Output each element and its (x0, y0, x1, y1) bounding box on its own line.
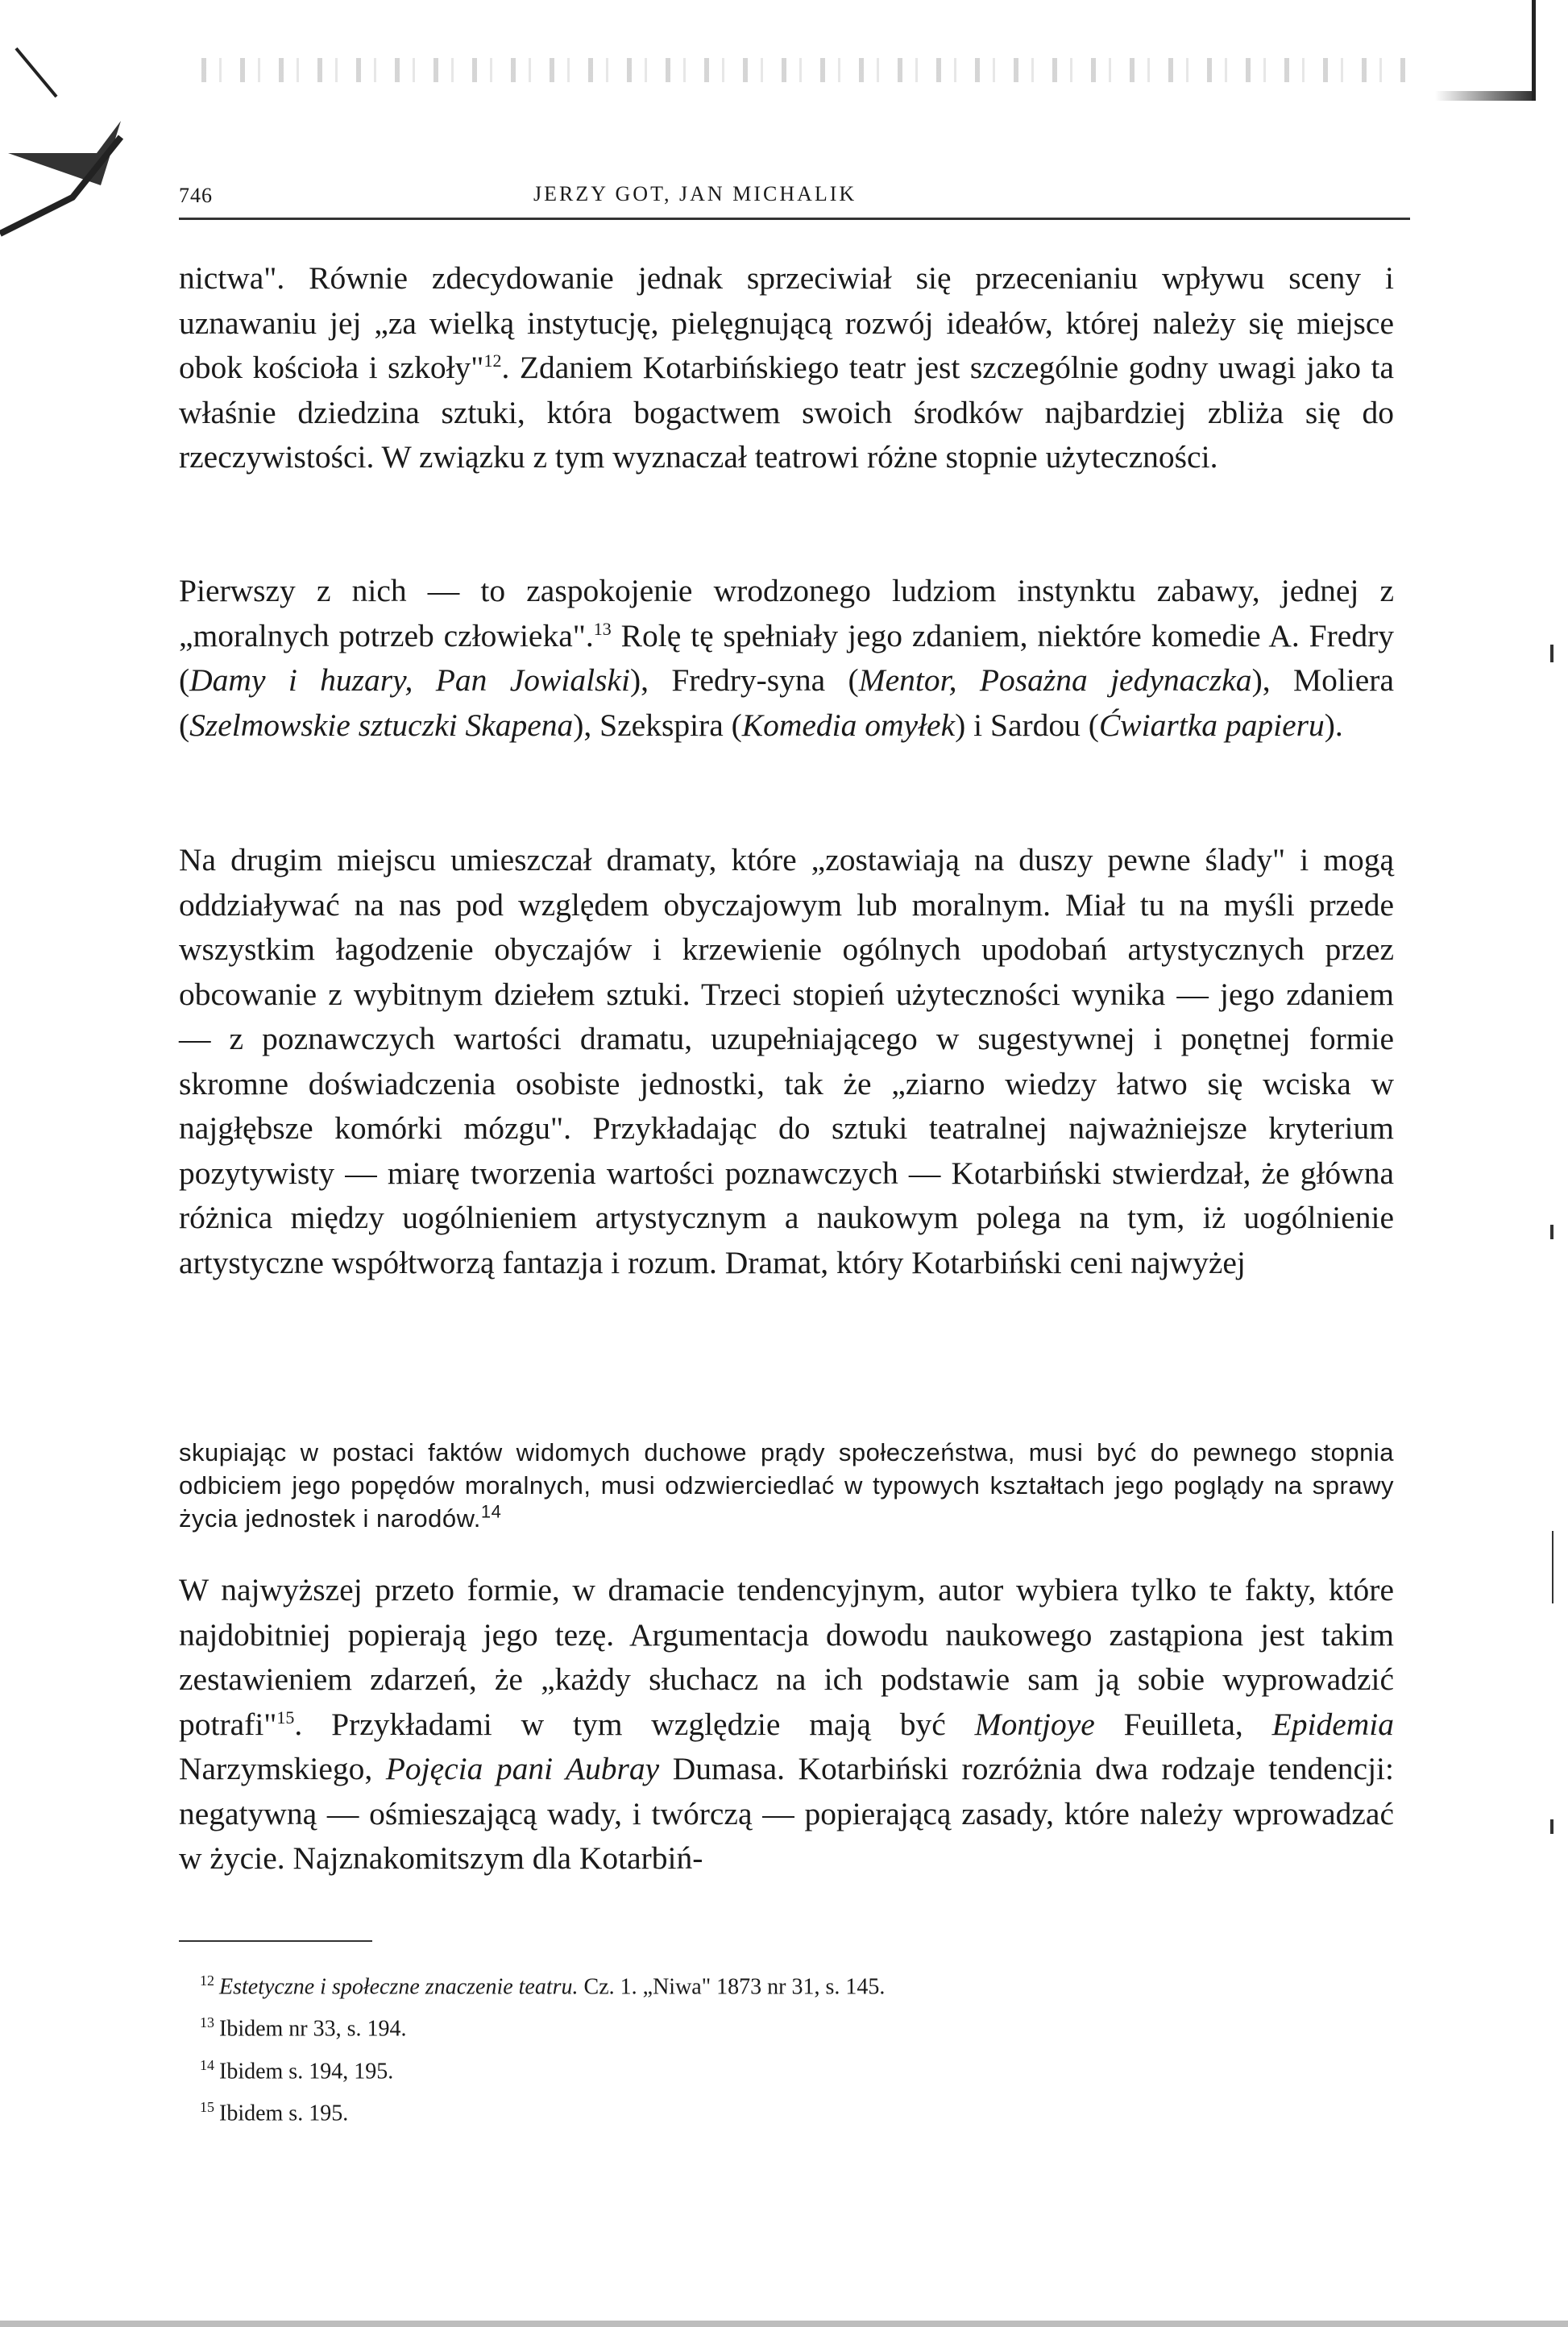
title-szelmowskie: Szelmowskie sztuczki Skapena (189, 707, 574, 743)
scan-edge-mark (1550, 1819, 1553, 1834)
footnote-14: $^{14}$ Ibidem s. 194, 195. (200, 2056, 394, 2084)
block-quote: skupiając w postaci faktów widomych duchowe prądy społeczeństwa, musi być do pewnego stopnia odbiciem jego popędów moralnych, musi odzwierciedlać w typowych kształtach jego poglądy na sprawy życia jednostek i narodów.$^{14}$ (179, 1438, 1394, 1533)
paragraph-4: W najwyższej przeto formie, w dramacie tendencyjnym, autor wybiera tylko te fakty, które najdobitniej popierają jego tezę. Argumentacja dowodu naukowego zastąpiona jest takim zestawieniem zdarzeń, że „każdy słuchacz na ich podstawie sam ją sobie wyprowadzić potrafi"$^{15}$. Przykładami w tym względzie mają być Montjoye Feuilleta, Epidemia Narzymskiego, Pojęcia pani Aubray Dumasa. Kotarbiński rozróżnia dwa rodzaje tendencji: negatywną — ośmieszającą wady, i twórczą — popierającą zasady, które należy wprowadzać w życie. Najznakomitszym dla Kotarbiń- (179, 1572, 1394, 1876)
title-damy-i-huzary: Damy i huzary, Pan Jowialski (189, 662, 630, 698)
paragraph-3: Na drugim miejscu umieszczał dramaty, które „zostawiają na duszy pewne ślady" i mogą oddziaływać na nas pod względem obyczajowym lub moralnym. Miał tu na myśli przede wszystkim łagodzenie obyczajów i krzewienie ogólnych upodobań artystycznych przez obcowanie z wybitnym dziełem sztuki. Trzeci stopień użyteczności wynika — jego zdaniem — z poznawczych wartości dramatu, uzupełniającego w sugestywnej i ponętnej formie skromne doświadczenia osobiste jednostki, tak że „ziarno wiedzy łatwo się wciska w najgłębsze komórki mózgu". Przykładając do sztuki teatralnej najważniejsze kryterium pozytywisty — miarę tworzenia wartości poznawczych — Kotarbiński stwierdzał, że główna różnica między uogólnieniem artystycznym a naukowym polega na tym, iż uogólnienie artystyczne współtworzą fantazja i rozum. Dramat, który Kotarbiński ceni najwyżej (179, 842, 1394, 1280)
title-pojecia-pani-aubray: Pojęcia pani Aubray (385, 1751, 660, 1786)
scan-edge-mark (1550, 645, 1553, 662)
footnote-divider (179, 1940, 372, 1942)
scan-artifact-top (201, 58, 1410, 82)
page-bottom-border (0, 2321, 1568, 2327)
page-header (179, 161, 1410, 220)
title-epidemia: Epidemia (1271, 1706, 1394, 1742)
title-mentor: Mentor, Posażna jedynaczka (858, 662, 1252, 698)
scan-artifact-rightmark (1483, 0, 1536, 101)
paragraph-2: Pierwszy z nich — to zaspokojenie wrodzonego ludziom instynktu zabawy, jednej z „moralnych potrzeb człowieka".$^{13}$ Rolę tę spełniały jego zdaniem, niektóre komedie A. Fredry (Damy i huzary, Pan Jowialski), Fredry-syna (Mentor, Posażna jedynaczka), Moliera (Szelmowskie sztuczki Skapena), Szekspira (Komedia omyłek) i Sardou (Ćwiartka papieru). (179, 573, 1394, 743)
scan-edge-mark (1552, 1531, 1553, 1603)
title-cwiartka-papieru: Ćwiartka papieru (1098, 707, 1325, 743)
scan-edge-mark (1550, 1225, 1553, 1239)
running-head: JERZY GOT, JAN MICHALIK (533, 182, 857, 205)
page-number: 746 (179, 184, 213, 207)
paragraph-1: nictwa". Równie zdecydowanie jednak sprzeciwiał się przecenianiu wpływu sceny i uznawaniu jej „za wielką instytucję, pielęgnującą rozwój ideałów, której należy się miejsce obok kościoła i szkoły"$^{12}$. Zdaniem Kotarbińskiego teatr jest szczególnie godny uwagi jako ta właśnie dziedzina sztuki, która bogactwem swoich środków najbardziej zbliża się do rzeczywistości. W związku z tym wyznaczał teatrowi różne stopnie użyteczności. (179, 260, 1394, 475)
footnote-ref-13[interactable]: 13 (593, 618, 612, 639)
footnote-ref-15[interactable]: 15 (276, 1707, 295, 1728)
footnotes-list (200, 1963, 1360, 2131)
footnote-12: $^{12}$ Estetyczne i społeczne znaczenie teatru. Cz. 1. „Niwa" 1873 nr 31, s. 145. (200, 1972, 886, 2000)
title-montjoye: Montjoye (974, 1706, 1095, 1742)
footnote-13: $^{13}$ Ibidem nr 33, s. 194. (200, 2014, 407, 2042)
footnote-15: $^{15}$ Ibidem s. 195. (200, 2098, 349, 2126)
scan-artifact-corner (0, 32, 129, 242)
footnote-ref-14[interactable]: 14 (480, 1501, 502, 1522)
title-komedia-omylek: Komedia omyłek (741, 707, 956, 743)
footnote-ref-12[interactable]: 12 (483, 350, 502, 371)
